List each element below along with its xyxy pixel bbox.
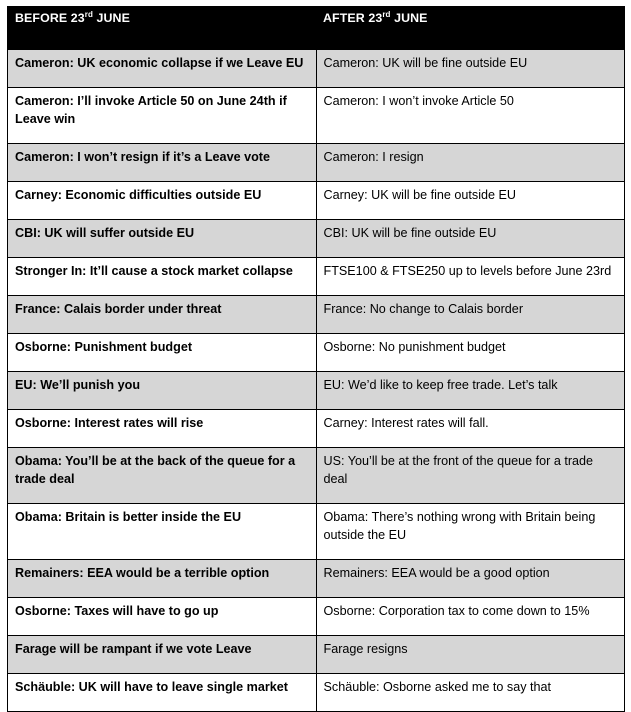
header-before-prefix: BEFORE 23 bbox=[15, 11, 85, 25]
after-cell: France: No change to Calais border bbox=[316, 296, 624, 334]
before-cell: Farage will be rampant if we vote Leave bbox=[8, 636, 316, 674]
table-row bbox=[8, 560, 624, 598]
after-cell: US: You’ll be at the front of the queue for a trade deal bbox=[316, 448, 624, 504]
after-cell: Carney: UK will be fine outside EU bbox=[316, 182, 624, 220]
after-cell: EU: We’d like to keep free trade. Let’s talk bbox=[316, 372, 624, 410]
before-cell: France: Calais border under threat bbox=[8, 296, 316, 334]
after-cell: Remainers: EEA would be a good option bbox=[316, 560, 624, 598]
before-cell: EU: We’ll punish you bbox=[8, 372, 316, 410]
before-cell: Carney: Economic difficulties outside EU bbox=[8, 182, 316, 220]
header-before-sup: rd bbox=[84, 9, 93, 19]
comparison-table bbox=[7, 6, 625, 712]
before-cell: Obama: You’ll be at the back of the queue for a trade deal bbox=[8, 448, 316, 504]
after-cell: Osborne: Corporation tax to come down to 15% bbox=[316, 598, 624, 636]
table-row bbox=[8, 636, 624, 674]
after-cell: Schäuble: Osborne asked me to say that bbox=[316, 674, 624, 712]
table-row bbox=[8, 334, 624, 372]
header-after-sup: rd bbox=[382, 9, 391, 19]
table-row bbox=[8, 220, 624, 258]
before-cell: Obama: Britain is better inside the EU bbox=[8, 504, 316, 560]
table-row bbox=[8, 504, 624, 560]
table-row bbox=[8, 144, 624, 182]
table-row bbox=[8, 296, 624, 334]
after-cell: Obama: There’s nothing wrong with Britain being outside the EU bbox=[316, 504, 624, 560]
table-row bbox=[8, 372, 624, 410]
before-cell: Cameron: I won’t resign if it’s a Leave vote bbox=[8, 144, 316, 182]
table-row bbox=[8, 88, 624, 144]
after-cell: Cameron: UK will be fine outside EU bbox=[316, 50, 624, 88]
after-cell: Carney: Interest rates will fall. bbox=[316, 410, 624, 448]
after-cell: FTSE100 & FTSE250 up to levels before June 23rd bbox=[316, 258, 624, 296]
header-row bbox=[8, 7, 624, 50]
header-after bbox=[316, 7, 624, 50]
header-before bbox=[8, 7, 316, 50]
after-cell: Osborne: No punishment budget bbox=[316, 334, 624, 372]
header-before-suffix: JUNE bbox=[92, 11, 130, 25]
before-cell: Cameron: I’ll invoke Article 50 on June 24th if Leave win bbox=[8, 88, 316, 144]
before-cell: CBI: UK will suffer outside EU bbox=[8, 220, 316, 258]
table-row bbox=[8, 448, 624, 504]
before-cell: Osborne: Punishment budget bbox=[8, 334, 316, 372]
table-row bbox=[8, 674, 624, 712]
comparison-table-grid bbox=[8, 7, 624, 711]
table-row bbox=[8, 182, 624, 220]
header-after-suffix: JUNE bbox=[390, 11, 428, 25]
after-cell: Farage resigns bbox=[316, 636, 624, 674]
before-cell: Remainers: EEA would be a terrible option bbox=[8, 560, 316, 598]
after-cell: CBI: UK will be fine outside EU bbox=[316, 220, 624, 258]
table-row bbox=[8, 410, 624, 448]
table-row bbox=[8, 598, 624, 636]
before-cell: Schäuble: UK will have to leave single market bbox=[8, 674, 316, 712]
before-cell: Osborne: Taxes will have to go up bbox=[8, 598, 316, 636]
after-cell: Cameron: I won’t invoke Article 50 bbox=[316, 88, 624, 144]
before-cell: Stronger In: It’ll cause a stock market collapse bbox=[8, 258, 316, 296]
table-row bbox=[8, 50, 624, 88]
before-cell: Osborne: Interest rates will rise bbox=[8, 410, 316, 448]
after-cell: Cameron: I resign bbox=[316, 144, 624, 182]
before-cell: Cameron: UK economic collapse if we Leave EU bbox=[8, 50, 316, 88]
header-after-prefix: AFTER 23 bbox=[323, 11, 383, 25]
table-row bbox=[8, 258, 624, 296]
